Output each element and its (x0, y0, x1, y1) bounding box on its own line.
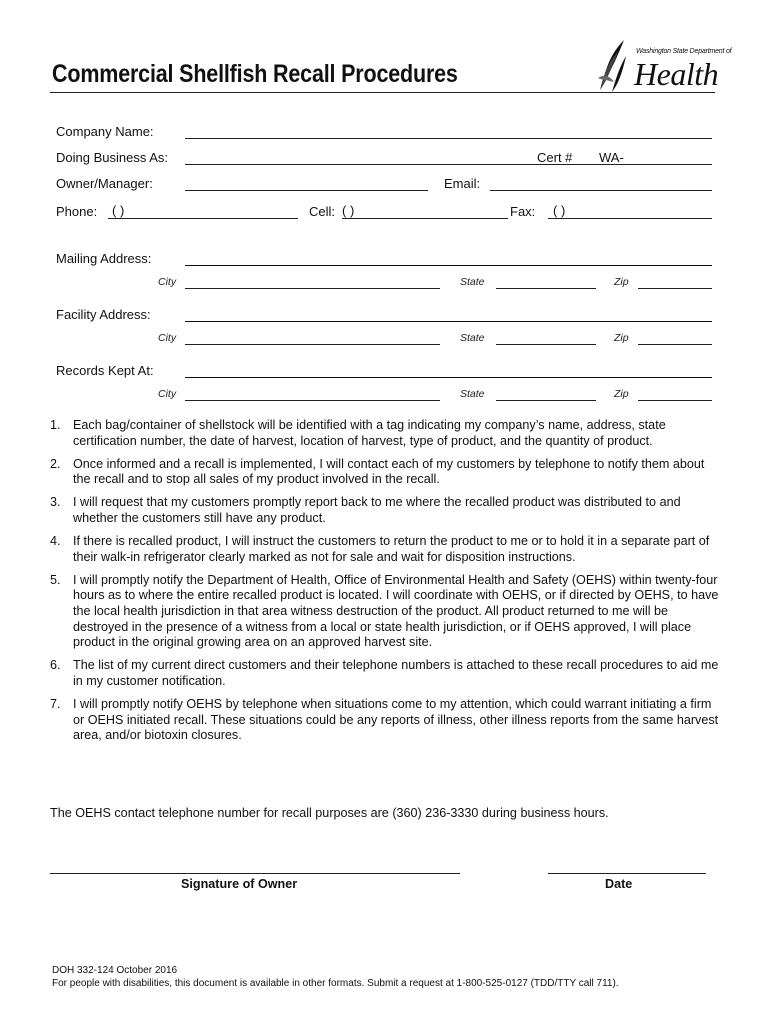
records-kept-at-field[interactable] (185, 377, 712, 378)
item-text: I will promptly notify OEHS by telephone when situations come to my attention, which could warrant initiating a firm or OEHS initiated recall. These situations could be any reports of illness, other illness reports from the same harvest area, and/or biotoxin closures. (73, 696, 719, 743)
mailing-address-label: Mailing Address: (56, 251, 152, 266)
phone-label: Phone: (56, 204, 98, 219)
list-item (50, 697, 722, 744)
list-item (50, 573, 722, 651)
company-name-field[interactable] (185, 138, 712, 139)
list-item (50, 534, 722, 565)
company-name-label: Company Name: (56, 124, 154, 139)
cert-label: Cert # (537, 150, 573, 165)
procedures-list (50, 418, 722, 751)
leaf-logo-icon (596, 38, 638, 94)
records-state-label: State (460, 388, 485, 400)
mailing-city-label: City (158, 276, 177, 288)
fax-area-code: ( ) (553, 203, 566, 218)
owner-signature-field[interactable] (50, 873, 460, 874)
list-item (50, 457, 722, 488)
item-number: 4. (50, 534, 61, 549)
email-field[interactable] (490, 190, 712, 191)
item-number: 3. (50, 495, 61, 510)
list-item (50, 495, 722, 526)
item-text: If there is recalled product, I will instruct the customers to return the product to me or to hold it in a separate part of their walk-in refrigerator clearly marked as not for sale and wait for disposition instructions. (73, 534, 710, 564)
facility-state-field[interactable] (496, 344, 596, 345)
item-number: 1. (50, 418, 61, 432)
item-text: The list of my current direct customers and their telephone numbers is attached to these recall procedures to aid me in my customer notification. (73, 658, 719, 688)
cell-field[interactable] (342, 204, 508, 219)
contact-note: The OEHS contact telephone number for recall purposes are (360) 236-3330 during business hours. (50, 806, 609, 820)
records-state-field[interactable] (496, 400, 596, 401)
page-title: Commercial Shellfish Recall Procedures (52, 60, 458, 88)
logo-agency-text: Washington State Department of (636, 48, 732, 55)
facility-zip-field[interactable] (638, 344, 712, 345)
facility-city-label: City (158, 332, 177, 344)
records-city-field[interactable] (185, 400, 440, 401)
list-item (50, 418, 722, 449)
email-label: Email: (444, 176, 481, 191)
date-field[interactable] (548, 873, 706, 874)
phone-area-code: ( ) (112, 203, 125, 218)
records-city-label: City (158, 388, 177, 400)
owner-manager-field[interactable] (185, 190, 428, 191)
facility-state-label: State (460, 332, 485, 344)
fax-label: Fax: (510, 204, 536, 219)
phone-field[interactable] (108, 204, 298, 219)
doc-id: DOH 332-124 October 2016 (52, 965, 178, 976)
list-item (50, 658, 722, 689)
doing-business-as-label: Doing Business As: (56, 150, 169, 165)
records-zip-label: Zip (614, 388, 629, 400)
facility-address-field[interactable] (185, 321, 712, 322)
mailing-state-field[interactable] (496, 288, 596, 289)
date-label: Date (605, 877, 633, 891)
item-number: 6. (50, 658, 61, 673)
owner-manager-label: Owner/Manager: (56, 176, 153, 191)
wa-prefix: WA- (599, 150, 624, 165)
facility-address-label: Facility Address: (56, 307, 151, 322)
mailing-city-field[interactable] (185, 288, 440, 289)
signature-owner-label: Signature of Owner (181, 877, 298, 891)
mailing-zip-field[interactable] (638, 288, 712, 289)
logo-health-text: Health (634, 56, 719, 92)
item-text: I will request that my customers promptly report back to me where the recalled product was distributed to and whether the customers still have any product. (73, 495, 681, 525)
fax-field[interactable] (548, 204, 712, 219)
facility-zip-label: Zip (614, 332, 629, 344)
cell-area-code: ( ) (342, 203, 355, 218)
mailing-zip-label: Zip (614, 276, 629, 288)
mailing-state-label: State (460, 276, 485, 288)
doh-logo (596, 38, 732, 94)
records-kept-at-label: Records Kept At: (56, 363, 154, 378)
item-number: 5. (50, 572, 61, 587)
item-number: 7. (50, 696, 61, 711)
accessibility-note: For people with disabilities, this document is available in other formats. Submit a request at 1-800-525-0127 (TDD/TTY call 711). (52, 978, 619, 989)
doing-business-as-field[interactable] (185, 164, 712, 165)
cell-label: Cell: (309, 204, 336, 219)
item-text: Each bag/container of shellstock will be identified with a tag indicating my company’s name, address, state certification number, the date of harvest, location of harvest, type of product, and the quantity of product. (73, 418, 666, 448)
item-number: 2. (50, 456, 61, 471)
records-zip-field[interactable] (638, 400, 712, 401)
mailing-address-field[interactable] (185, 265, 712, 266)
facility-city-field[interactable] (185, 344, 440, 345)
item-text: I will promptly notify the Department of Health, Office of Environmental Health and Safety (OEHS) within twenty-four hours as to where the entire recalled product is located. I will coordinate with OEHS, or if directed by OEHS, to have the local health jurisdiction in that area witness destruction of the product. All product returned to me will be destroyed in the presence of a witness from a local or state health jurisdiction, or if OEHS approved, I will place product in the original growing area on an approved harvest site. (73, 572, 719, 650)
item-text: Once informed and a recall is implemented, I will contact each of my customers by telephone to notify them about the recall and to stop all sales of my product involved in the recall. (73, 456, 705, 487)
